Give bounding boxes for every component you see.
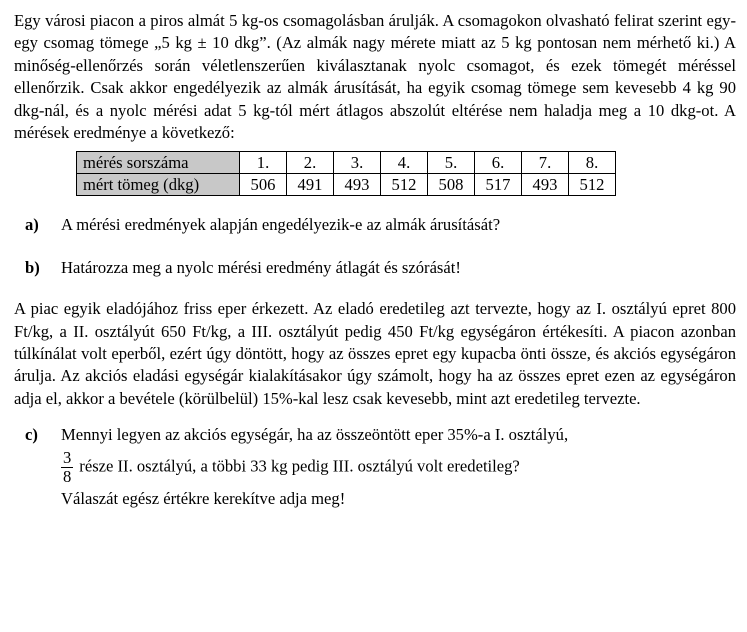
table-cell: 2.	[287, 152, 334, 174]
table-cell: 3.	[334, 152, 381, 174]
question-text: A mérési eredmények alapján engedélyezik-e az almák árusítását?	[61, 215, 501, 235]
question-text: Határozza meg a nyolc mérési eredmény átlagát és szórását!	[61, 257, 461, 277]
question-text-line2	[61, 449, 736, 486]
table-cell: 491	[287, 174, 334, 196]
table-cell: 493	[522, 174, 569, 196]
fraction-numerator: 3	[63, 447, 72, 467]
question-label: c)	[25, 425, 38, 445]
question-text-line3: Válaszát egész értékre kerekítve adja meg!	[61, 488, 346, 508]
table-cell: 7.	[522, 152, 569, 174]
question-text-line2-rest: része II. osztályú, a többi 33 kg pedig III. osztályú volt eredetileg?	[79, 456, 520, 475]
table-cell: 517	[475, 174, 522, 196]
table-cell: 506	[240, 174, 287, 196]
table-cell: 512	[569, 174, 616, 196]
table-cell: 512	[381, 174, 428, 196]
fraction-denominator: 8	[63, 466, 72, 486]
problem-intro-paragraph: Egy városi piacon a piros almát 5 kg-os csomagolásban árulják. A csomagokon olvasható felirat szerint egy-egy csomag tömege „5 kg ± 10 dkg”. (Az almák nagy mérete miatt az 5 kg pontosan nem mérhető ki.) A minőség-ellenőrzés során véletlenszerűen kiválasztanak nyolc csomagot, és ezek tömegét méréssel ellenőrzik. Csak akkor engedélyezik az almák árusítását, ha egyik csomag tömege sem kevesebb 4 kg 90 dkg-nál, és a nyolc mérési adat 5 kg-tól mért átlagos abszolút eltérése nem haladja meg a 10 dkg-ot. A mérések eredménye a következő:	[14, 11, 736, 143]
question-label: b)	[25, 257, 40, 277]
table-cell: 4.	[381, 152, 428, 174]
question-text-line1: Mennyi legyen az akciós egységár, ha az összeöntött eper 35%-a I. osztályú,	[61, 425, 569, 445]
table-row-weight	[77, 174, 616, 196]
question-a	[14, 214, 736, 236]
strawberry-paragraph: A piac egyik eladójához friss eper érkezett. Az eladó eredetileg azt tervezte, hogy az I. osztályú epret 800 Ft/kg, a II. osztályút 650 Ft/kg, a III. osztályút pedig 450 Ft/kg egységáron értékesíti. A piacon azonban túlkínálat volt eperből, ezért úgy döntött, hogy az összes epret egy kupacba önti össze, és akciós egységáron árulja. Az akciós eladási egységár kialakításakor úgy számolt, hogy ha az összes epret ezen az egységáron adja el, akkor a bevétele (körülbelül) 15%-kal lesz csak kevesebb, mint azt eredetileg tervezte.	[14, 299, 736, 408]
question-label: a)	[25, 215, 39, 235]
table-row-index	[77, 152, 616, 174]
question-b	[14, 257, 736, 279]
row-header-weight: mért tömeg (dkg)	[77, 174, 240, 196]
table-cell: 5.	[428, 152, 475, 174]
question-c	[14, 424, 736, 510]
table-cell: 8.	[569, 152, 616, 174]
measurement-table	[76, 151, 616, 196]
table-cell: 6.	[475, 152, 522, 174]
table-cell: 493	[334, 174, 381, 196]
row-header-index: mérés sorszáma	[77, 152, 240, 174]
table-cell: 1.	[240, 152, 287, 174]
table-cell: 508	[428, 174, 475, 196]
fraction	[61, 449, 73, 486]
